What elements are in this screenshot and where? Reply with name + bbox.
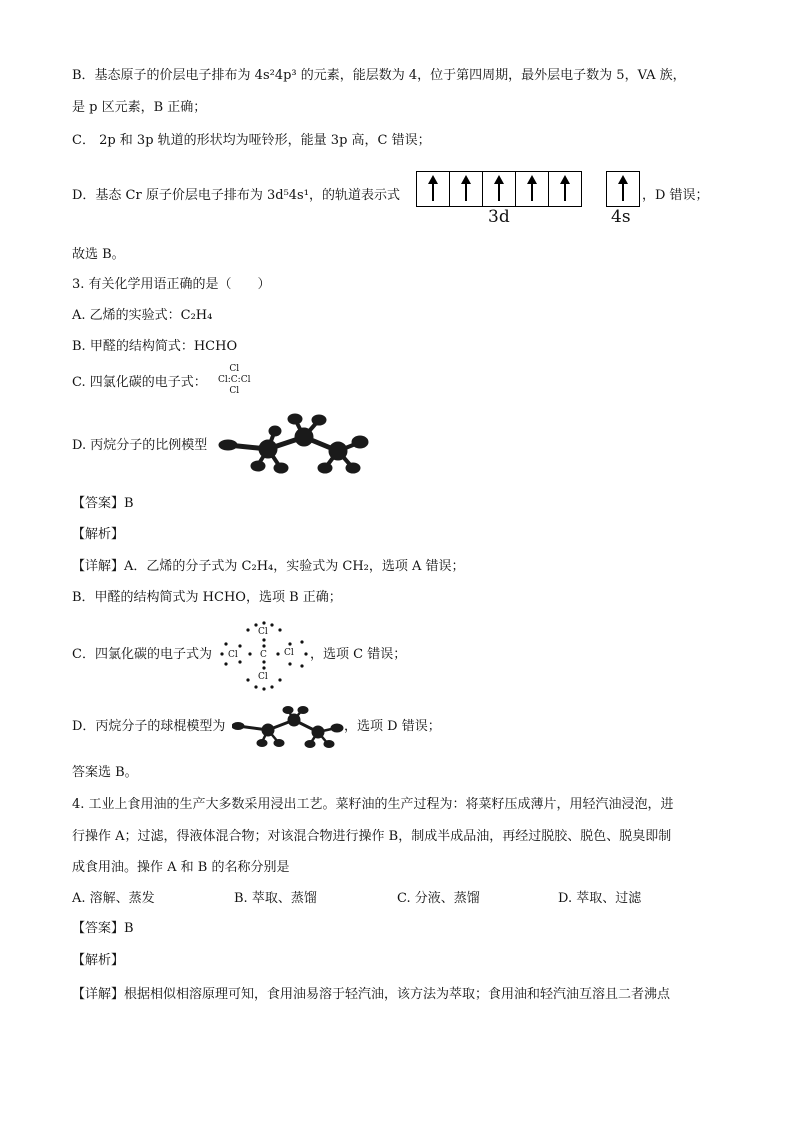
detail-a-row [72, 557, 465, 577]
dot-cl-top: Cl [258, 627, 268, 637]
dot-cl-right: Cl [284, 648, 294, 658]
ccl4-electron-dot-structure [218, 620, 310, 692]
detail-b: B．甲醛的结构简式为 HCHO，选项 B 正确； [72, 590, 342, 605]
dot-cl-bottom: Cl [258, 672, 268, 682]
answer-label: 【答案】 [72, 496, 125, 511]
ccl4-top: Cl [229, 364, 240, 374]
up-arrow-icon [622, 177, 624, 201]
q3-option-d: D. 丙烷分子的比例模型 [72, 438, 208, 453]
analysis-label-2: 【解析】 [72, 953, 125, 968]
up-arrow-icon [564, 177, 566, 201]
orbital-box [549, 172, 581, 206]
orbital-3d-boxes [416, 171, 582, 207]
propane-space-filling-model [218, 413, 370, 477]
orbital-4s-box [606, 171, 640, 207]
question-4-line-1: 4. 工业上食用油的生产大多数采用浸出工艺。菜籽油的生产过程为：将菜籽压成薄片，用轻汽油浸泡，进 [72, 797, 674, 812]
dot-cl-left: Cl [228, 650, 238, 660]
conclusion-2: 答案选 B。 [72, 765, 138, 780]
detail-2-text: 根据相似相溶原理可知，食用油易溶于轻汽油，该方法为萃取；食用油和轻汽油互溶且二者沸点 [124, 987, 671, 1002]
orbital-box [516, 172, 549, 206]
answer-value: B [124, 496, 134, 511]
orbital-box [483, 172, 516, 206]
conclusion: 故选 B。 [72, 247, 125, 262]
option-d-explanation: D．基态 Cr 原子价层电子排布为 3d⁵4s¹，的轨道表示式 [72, 188, 400, 203]
detail-label-2: 【详解】 [72, 987, 125, 1002]
q3-option-b: B. 甲醛的结构简式：HCHO [72, 339, 238, 354]
q4-option-a: A. 溶解、蒸发 [72, 891, 155, 906]
detail-d-post: ，选项 D 错误； [344, 719, 441, 734]
propane-ball-stick-model [232, 706, 344, 748]
q3-option-c: C. 四氯化碳的电子式： [72, 375, 207, 390]
question-4-line-2: 行操作 A；过滤，得液体混合物；对该混合物进行操作 B，制成半成品油，再经过脱胶、脱色、脱臭即制 [72, 829, 672, 844]
up-arrow-icon [498, 177, 500, 201]
orbital-box [417, 172, 450, 206]
detail-a-text: A．乙烯的分子式为 C₂H₄，实验式为 CH₂，选项 A 错误； [124, 559, 465, 574]
question-4-line-3: 成食用油。操作 A 和 B 的名称分别是 [72, 860, 290, 875]
answer-label-2: 【答案】 [72, 921, 125, 936]
ccl4-mid: Cl:C:Cl [218, 375, 251, 385]
option-d-verdict: ，D 错误； [642, 188, 709, 203]
q4-option-c: C. 分液、蒸馏 [397, 891, 480, 906]
detail-label: 【详解】 [72, 559, 125, 574]
question-3: 3. 有关化学用语正确的是（ ） [72, 277, 271, 292]
orbital-box [450, 172, 483, 206]
detail-2-row [72, 985, 670, 1005]
ccl4-bottom: Cl [229, 386, 240, 396]
q4-option-b: B. 萃取、蒸馏 [234, 891, 317, 906]
answer-row [72, 494, 134, 514]
orbital-box [607, 172, 639, 206]
dot-c-center: C [260, 650, 267, 660]
detail-d-pre: D．丙烷分子的球棍模型为 [72, 719, 226, 734]
orbital-label-4s: 4s [611, 207, 631, 227]
up-arrow-icon [465, 177, 467, 201]
answer-value-2: B [124, 921, 134, 936]
up-arrow-icon [531, 177, 533, 201]
option-c-explanation: C． 2p 和 3p 轨道的形状均为哑铃形，能量 3p 高，C 错误； [72, 133, 431, 148]
option-b-explanation-cont: 是 p 区元素，B 正确； [72, 100, 207, 115]
answer-row-2 [72, 919, 134, 939]
q4-option-d: D. 萃取、过滤 [558, 891, 642, 906]
detail-c-pre: C．四氯化碳的电子式为 [72, 647, 212, 662]
q4-options [72, 887, 732, 907]
orbital-label-3d: 3d [488, 207, 510, 227]
analysis-label: 【解析】 [72, 527, 125, 542]
option-b-explanation: B．基态原子的价层电子排布为 4s²4p³ 的元素，能层数为 4，位于第四周期，最外层电子数为 5，VA 族， [72, 68, 686, 83]
up-arrow-icon [432, 177, 434, 201]
q3-option-a: A. 乙烯的实验式：C₂H₄ [72, 308, 213, 323]
ccl4-formula-small [218, 364, 250, 397]
detail-c-post: ，选项 C 错误； [310, 647, 407, 662]
